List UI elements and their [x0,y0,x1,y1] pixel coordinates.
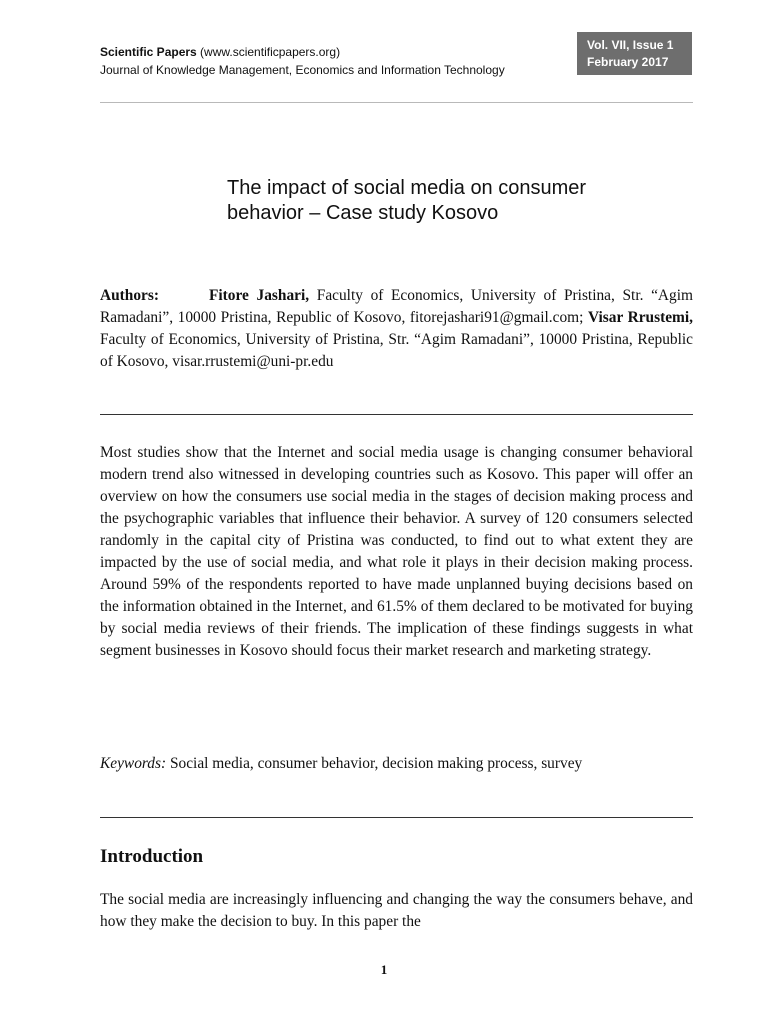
journal-name: Scientific Papers [100,45,197,59]
keywords-label: Keywords: [100,755,167,772]
header-divider [100,102,693,103]
author-2-name: Visar Rrustemi, [587,309,693,326]
authors-block [100,285,693,373]
keywords-text: Social media, consumer behavior, decision making process, survey [166,755,583,772]
title-line-2: behavior – Case study Kosovo [227,202,499,224]
author-1-details: Faculty of Economics, University of Pristina, Str. “Agim Ramadani”, 10000 Pristina, Republic of Kosovo, fitorejashari91@gmail.com; [100,287,693,326]
issue-date: February 2017 [587,55,669,69]
journal-url: (www.scientificpapers.org) [196,45,341,59]
journal-full-name: Journal of Knowledge Management, Economics and Information Technology [100,63,505,77]
page-number: 1 [380,962,388,977]
authors-label: Authors: [100,287,159,304]
article-title [227,176,677,226]
authors-divider [100,414,693,415]
keywords-divider [100,817,693,818]
introduction-text: The social media are increasingly influencing and changing the way the consumers behave, and how they make the decision to buy. In this paper the [100,891,693,930]
issue-badge [577,32,692,75]
author-1-name: Fitore Jashari, [209,287,310,304]
title-line-1: The impact of social media on consumer [227,177,587,199]
issue-volume: Vol. VII, Issue 1 [587,38,674,52]
introduction-heading: Introduction [100,846,204,867]
author-2-details: Faculty of Economics, University of Pristina, Str. “Agim Ramadani”, 10000 Pristina, Republic of Kosovo, visar.rrustemi@uni-pr.edu [100,331,693,370]
keywords-block [100,753,693,775]
journal-header [100,43,505,79]
abstract-text: Most studies show that the Internet and social media usage is changing consumer behavioral modern trend also witnessed in developing countries such as Kosovo. This paper will offer an overview on how the consumers use social media in the stages of decision making process and the psychographic variables that influence their behavior. A survey of 120 consumers selected randomly in the capital city of Pristina was conducted, to find out to what extent they are impacted by the use of social media, and what role it plays in their decision making process. Around 59% of the respondents reported to have made unplanned buying decisions based on the information obtained in the Internet, and 61.5% of them declared to be motivated for buying by social media reviews of their friends. The implication of these findings suggests in what segment businesses in Kosovo should focus their market research and marketing strategy. [100,444,693,659]
journal-title-line [100,43,505,61]
